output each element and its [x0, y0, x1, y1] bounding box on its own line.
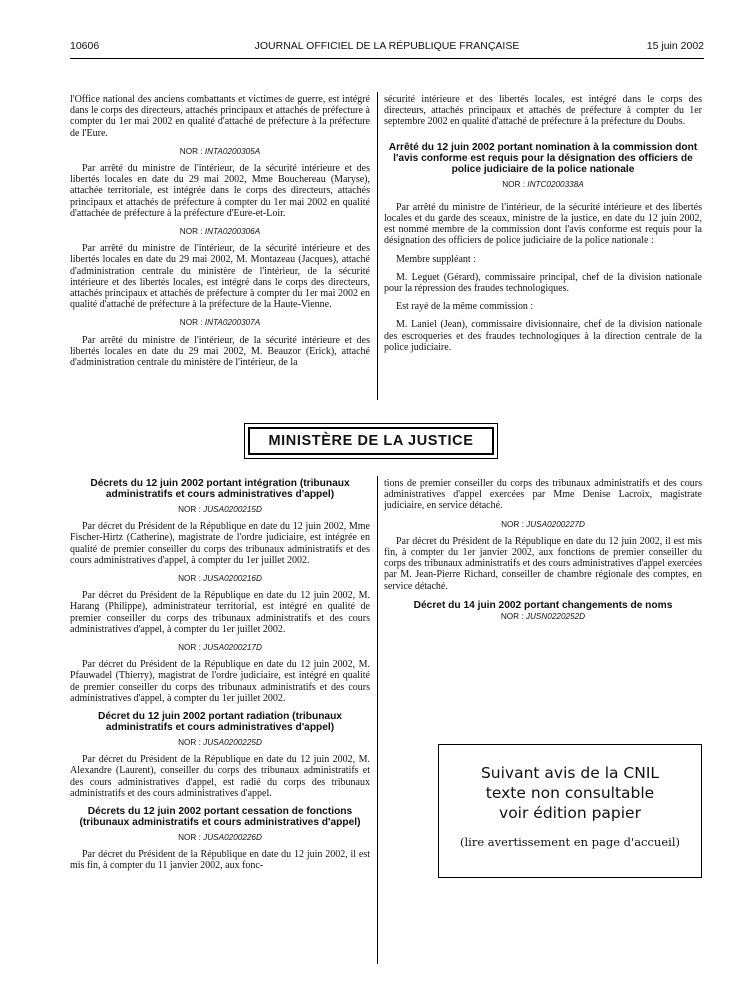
- paragraph: Est rayé de la même commission :: [396, 301, 534, 313]
- top-left-column: [70, 94, 370, 375]
- page-header: [70, 40, 704, 56]
- section-title: Décret du 14 juin 2002 portant changements de noms: [413, 599, 673, 611]
- nor-reference: NOR : JUSN0220252D: [500, 611, 586, 621]
- cnil-line: voir édition papier: [499, 804, 641, 822]
- paragraph: Par arrêté du ministre de l'intérieur, de la sécurité intérieure et des libertés locales en date du 29 mai 2002, M. Beauzor (Erick), attaché d'administration centrale du ministère de l'intérieur, de la: [70, 334, 370, 369]
- paragraph: Par arrêté du ministre de l'intérieur, de la sécurité intérieure et des libertés locales en date du 29 mai 2002, M. Montazeau (Jacques), attaché d'administration centrale du ministère de l'intérieur, de la sécurité intérieure et des libertés locales, est intégré dans le corps des directeurs, attachés principaux et attachés de préfecture à compter du 1er mai 2002 en qualité d'attaché de préfecture à la préfecture de la Haute-Vienne.: [70, 243, 370, 311]
- nor-reference: NOR : JUSA0200227D: [501, 519, 585, 529]
- paragraph: Par décret du Président de la République en date du 12 juin 2002, M. Pfauwadel (Thierry), magistrat de l'ordre judiciaire, est intégré en qualité de premier conseiller du corps des tribunaux administratifs et des cours administratives d'appel, à compter du 1er juillet 2002.: [70, 659, 370, 704]
- paragraph: l'Office national des anciens combattants et victimes de guerre, est intégré dans le corps des directeurs, attachés principaux et attachés de préfecture à compter du 1er mai 2002 en qualité d'attaché de préfecture à la préfecture de l'Eure.: [70, 94, 370, 139]
- bottom-left-column: [70, 478, 370, 879]
- top-right-column: [384, 94, 702, 360]
- paragraph: Par arrêté du ministre de l'intérieur, de la sécurité intérieure et des libertés locales et du garde des sceaux, ministre de la justice, en date du 12 juin 2002, est nommé membre de la commission dont l'avis conforme est requis pour la désignation des officiers de police judiciaire de la police nationale :: [384, 201, 702, 247]
- column-divider: [377, 92, 378, 400]
- paragraph: M. Leguet (Gérard), commissaire principal, chef de la division nationale pour la répression des fraudes technologiques.: [384, 271, 702, 295]
- nor-reference: NOR : JUSA0200216D: [178, 574, 262, 584]
- paragraph: Membre suppléant :: [396, 253, 476, 265]
- paragraph: Par décret du Président de la République en date du 12 juin 2002, il est mis fin, à compter du 11 janvier 2002, aux fonc-: [70, 849, 370, 872]
- bottom-right-column: [384, 478, 702, 628]
- paragraph: sécurité intérieure et des libertés locales, est intégré dans le corps des directeurs, attachés principaux et attachés de préfecture à compter du 1er septembre 2002 en qualité d'attaché de préfecture à la préfecture du Doubs.: [384, 94, 702, 128]
- section-title: Décret du 12 juin 2002 portant radiation (tribunaux administratifs et cours administratives d'appel): [98, 711, 342, 734]
- paragraph: Par arrêté du ministre de l'intérieur, de la sécurité intérieure et des libertés locales en date du 29 mai 2002, Mme Bouchereau (Maryse), attachée territoriale, est intégrée dans le corps des directeurs, attachés principaux et attachés de préfecture à compter du 1er mai 2002 en qualité d'attachée de préfecture à la préfecture d'Eure-et-Loir.: [70, 163, 370, 219]
- nor-reference: NOR : INTC0200338A: [502, 179, 584, 189]
- nor-reference: NOR : JUSA0200217D: [178, 643, 262, 653]
- nor-reference: NOR : JUSA0200226D: [178, 833, 262, 843]
- section-title: Décrets du 12 juin 2002 portant intégration (tribunaux administratifs et cours administratives d'appel): [90, 478, 350, 500]
- ministry-banner: MINISTÈRE DE LA JUSTICE: [248, 427, 494, 455]
- paragraph: Par décret du Président de la République en date du 12 juin 2002, il est mis fin, à compter du 1er janvier 2002, aux fonctions de premier conseiller du corps des tribunaux administratifs et des cours administratives d'appel exercées par M. Jean-Pierre Richard, conseiller de chambre régionale des comptes, en service détaché.: [384, 535, 702, 592]
- section-title: Décrets du 12 juin 2002 portant cessation de fonctions (tribunaux administratifs et cours administratives d'appel): [79, 806, 361, 829]
- nor-reference: NOR : JUSA0200225D: [178, 738, 262, 748]
- paragraph: M. Laniel (Jean), commissaire divisionnaire, chef de la division nationale des escroqueries et des fraudes technologiques à la direction centrale de la police judiciaire.: [384, 319, 702, 353]
- nor-reference: NOR : JUSA0200215D: [178, 505, 262, 514]
- paragraph: tions de premier conseiller du corps des tribunaux administratifs et des cours administratives d'appel exercées par Mme Denise Lacroix, magistrate judiciaire, en service détaché.: [384, 478, 702, 512]
- cnil-warning-link: (lire avertissement en page d'accueil): [460, 835, 680, 849]
- cnil-line: texte non consultable: [485, 784, 655, 802]
- section-title: Arrêté du 12 juin 2002 portant nomination à la commission dont l'avis conforme est requis pour la désignation des officiers de police judiciaire de la police nationale: [388, 141, 698, 175]
- issue-date: 15 juin 2002: [646, 40, 704, 52]
- paragraph: Par décret du Président de la République en date du 12 juin 2002, M. Alexandre (Laurent), conseiller du corps des tribunaux administratifs et des cours administratives d'appel, est radié du corps des tribunaux administratifs et des cours administratives d'appel.: [70, 754, 370, 799]
- header-rule: [70, 58, 704, 59]
- nor-reference: NOR : INTA0200305A: [179, 146, 261, 156]
- page-number: 10606: [70, 40, 100, 52]
- nor-reference: NOR : INTA0200306A: [179, 227, 261, 237]
- nor-reference: NOR : INTA0200307A: [179, 318, 261, 328]
- cnil-line: Suivant avis de la CNIL: [480, 764, 660, 782]
- paragraph: Par décret du Président de la République en date du 12 juin 2002, M. Harang (Philippe), administrateur territorial, est intégré en qualité de premier conseiller du corps des tribunaux administratifs et des cours administratives d'appel, à compter du 1er juillet 2002.: [70, 590, 370, 635]
- paragraph: Par décret du Président de la République en date du 12 juin 2002, Mme Fischer-Hirtz (Catherine), magistrate de l'ordre judiciaire, est intégrée en qualité de premier conseiller du corps des tribunaux administratifs et des cours administratives d'appel, à compter du 1er juillet 2002.: [70, 521, 370, 566]
- cnil-notice-box: [438, 744, 702, 878]
- column-divider: [377, 476, 378, 964]
- journal-title: JOURNAL OFFICIEL DE LA RÉPUBLIQUE FRANÇAISE: [254, 40, 520, 52]
